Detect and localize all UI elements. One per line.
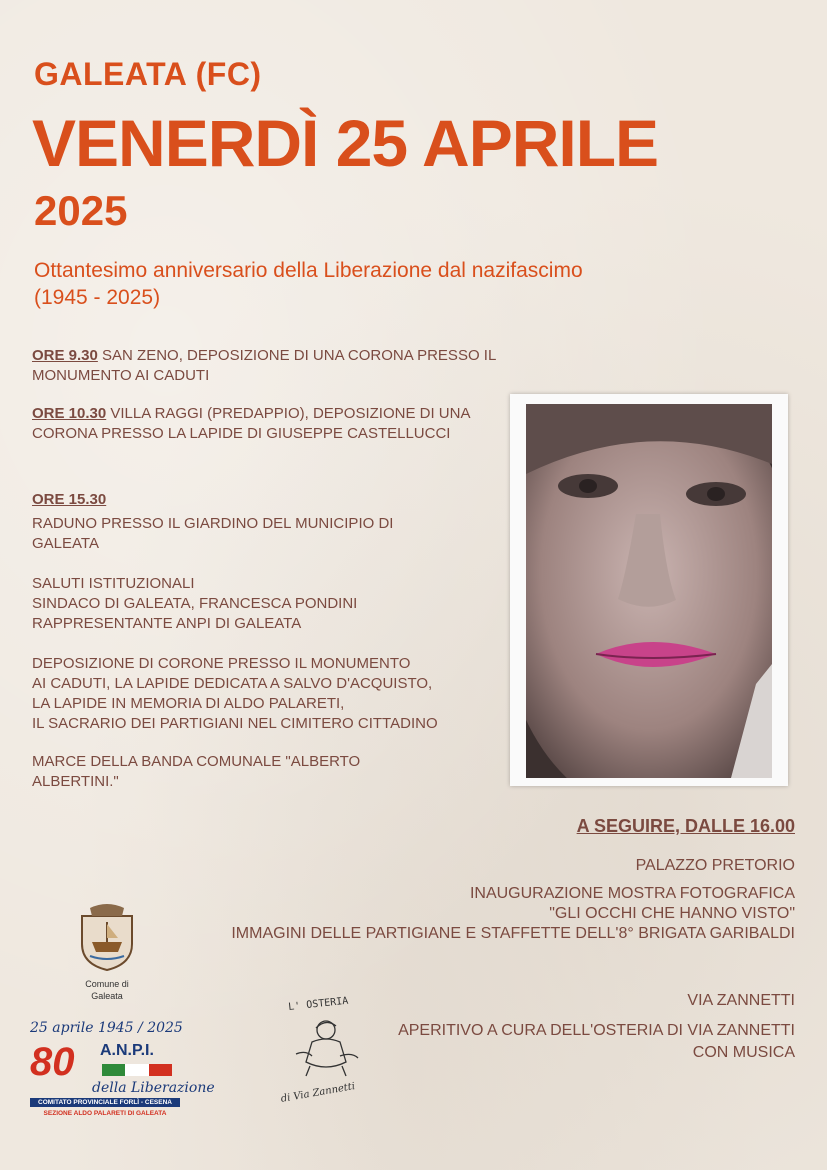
program-item-930: [32, 346, 502, 386]
raduno-text: RADUNO PRESSO IL GIARDINO DEL MUNICIPIO DI GALEATA: [32, 515, 394, 552]
palazzo-pretorio: PALAZZO PRETORIO: [635, 857, 795, 874]
comune-caption-2: Galeata: [91, 991, 123, 1001]
deposizione-line: LA LAPIDE IN MEMORIA DI ALDO PALARETI,: [32, 695, 345, 712]
saluti-block: [32, 574, 502, 634]
following-title: A SEGUIRE, DALLE 16.00: [576, 816, 795, 836]
mostra-line: INAUGURAZIONE MOSTRA FOTOGRAFICA: [469, 885, 795, 902]
anpi-subtitle: della Liberazione: [92, 1080, 215, 1096]
portrait-photo: [510, 394, 788, 786]
program-time: ORE 9.30: [32, 347, 98, 364]
anpi-flag-icon: [102, 1064, 172, 1076]
saluti-anpi: RAPPRESENTANTE ANPI DI GALEATA: [32, 615, 302, 632]
comune-galeata-logo: [74, 902, 140, 1001]
mostra-block: [231, 884, 795, 944]
osteria-logo: [276, 992, 376, 1102]
deposizione-line: IL SACRARIO DEI PARTIGIANI NEL CIMITERO CITTADINO: [32, 715, 438, 732]
aperitivo-line: APERITIVO A CURA DELL'OSTERIA DI VIA ZANNETTI: [398, 1022, 795, 1039]
osteria-drawing: [276, 992, 376, 1102]
osteria-bottom-text: di Via Zannetti: [280, 1081, 356, 1102]
anpi-date: 25 aprile 1945 / 2025: [30, 1020, 183, 1036]
program-item-1030: [32, 404, 502, 444]
saluti-sindaco: SINDACO DI GALEATA, FRANCESCA PONDINI: [32, 595, 358, 612]
mostra-line: "GLI OCCHI CHE HANNO VISTO": [549, 905, 795, 922]
coat-of-arms-icon: [76, 902, 138, 972]
anpi-section: SEZIONE ALDO PALARETI DI GALEATA: [43, 1110, 167, 1117]
aperitivo-line: CON MUSICA: [692, 1044, 795, 1061]
anpi-committee: COMITATO PROVINCIALE FORLÌ - CESENA: [30, 1098, 180, 1107]
deposizione-block: [32, 654, 502, 734]
program-time: ORE 10.30: [32, 405, 107, 422]
deposizione-line: AI CADUTI, LA LAPIDE DEDICATA A SALVO D'ACQUISTO,: [32, 675, 433, 692]
via-zannetti: VIA ZANNETTI: [687, 992, 795, 1009]
program-text: SAN ZENO, DEPOSIZIONE DI UNA CORONA PRESSO IL MONUMENTO AI CADUTI: [32, 347, 496, 384]
program-time: ORE 15.30: [32, 491, 107, 508]
saluti-title: SALUTI ISTITUZIONALI: [32, 575, 195, 592]
subtitle-line-1: Ottantesimo anniversario della Liberazione dal nazifascimo: [34, 259, 583, 282]
osteria-top-text: L' OSTERIA: [287, 995, 349, 1013]
comune-caption-1: Comune di: [85, 979, 129, 989]
anpi-logo: [30, 1020, 215, 1117]
marce-text: MARCE DELLA BANDA COMUNALE "ALBERTO ALBERTINI.": [32, 753, 361, 790]
event-date: VENERDÌ 25 APRILE: [32, 106, 659, 180]
deposizione-line: DEPOSIZIONE DI CORONE PRESSO IL MONUMENTO: [32, 655, 411, 672]
program-item-1530: [32, 490, 502, 510]
aperitivo-block: [398, 1020, 795, 1064]
anpi-number: 80: [30, 1040, 75, 1084]
portrait-image: [526, 404, 772, 778]
mostra-line: IMMAGINI DELLE PARTIGIANE E STAFFETTE DELL'8° BRIGATA GARIBALDI: [231, 925, 795, 942]
anpi-name: A.N.P.I.: [100, 1042, 154, 1059]
event-subtitle: [34, 257, 754, 311]
place-title: GALEATA (FC): [34, 56, 262, 92]
event-year: 2025: [34, 187, 128, 234]
subtitle-line-2: (1945 - 2025): [34, 286, 161, 309]
program-text: VILLA RAGGI (PREDAPPIO), DEPOSIZIONE DI UNA CORONA PRESSO LA LAPIDE DI GIUSEPPE CASTELLUCCI: [32, 405, 470, 442]
